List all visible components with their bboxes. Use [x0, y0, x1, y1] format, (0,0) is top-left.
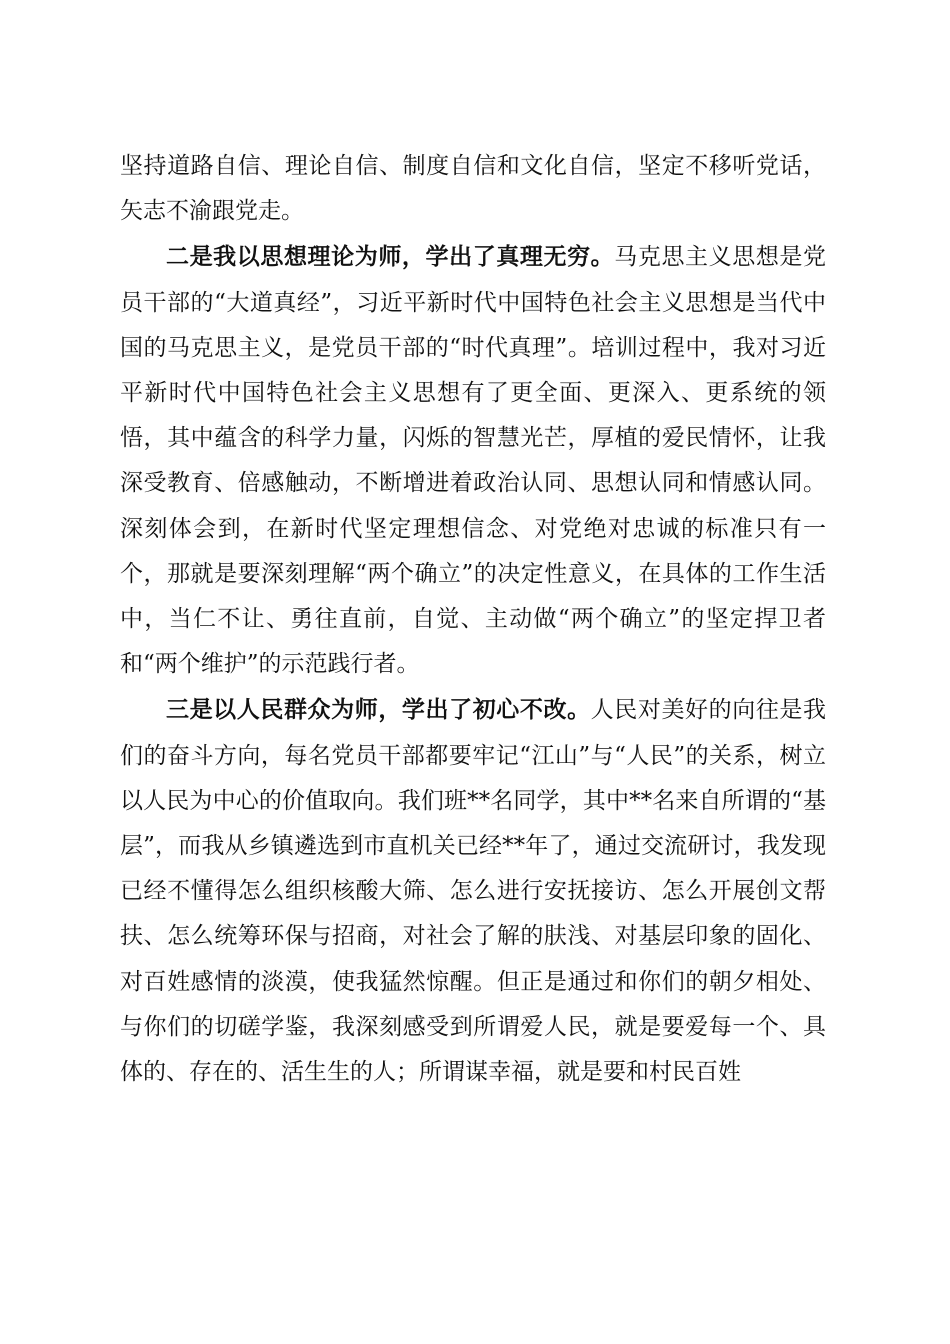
paragraph-3-lead: 三是以人民群众为师，学出了初心不改。 — [166, 696, 591, 724]
paragraph-2-lead: 二是我以思想理论为师，学出了真理无穷。 — [166, 243, 615, 271]
paragraph-3 — [120, 687, 826, 1095]
paragraph-3-body: 人民对美好的向往是我们的奋斗方向，每名党员干部都要牢记“江山”与“人民”的关系，树立以人民为中心的价值取向。我们班**名同学，其中**名来自所谓的“基层”，而我从乡镇遴选到市直机关已经**年了，通过交流研讨，我发现已经不懂得怎么组织核酸大筛、怎么进行安抚接访、怎么开展创文帮扶、怎么统筹环保与招商，对社会了解的肤浅、对基层印象的固化、对百姓感情的淡漠，使我猛然惊醒。但正是通过和你们的朝夕相处、与你们的切磋学鉴，我深刻感受到所谓爱人民，就是要爱每一个、具体的、存在的、活生生的人；所谓谋幸福，就是要和村民百姓 — [120, 697, 827, 1086]
paragraph-2-body: 马克思主义思想是党员干部的“大道真经”，习近平新时代中国特色社会主义思想是当代中国的马克思主义，是党员干部的“时代真理”。培训过程中，我对习近平新时代中国特色社会主义思想有了更全面、更深入、更系统的领悟，其中蕴含的科学力量，闪烁的智慧光芒，厚植的爱民情怀，让我深受教育、倍感触动，不断增进着政治认同、思想认同和情感认同。深刻体会到，在新时代坚定理想信念、对党绝对忠诚的标准只有一个，那就是要深刻理解“两个确立”的决定性意义，在具体的工作生活中，当仁不让、勇往直前，自觉、主动做“两个确立”的坚定捍卫者和“两个维护”的示范践行者。 — [120, 244, 827, 678]
paragraph-1 — [120, 143, 826, 234]
paragraph-1-body: 坚持道路自信、理论自信、制度自信和文化自信，坚定不移听党话，矢志不渝跟党走。 — [120, 153, 826, 225]
document-body — [120, 143, 826, 1095]
paragraph-2 — [120, 234, 826, 687]
